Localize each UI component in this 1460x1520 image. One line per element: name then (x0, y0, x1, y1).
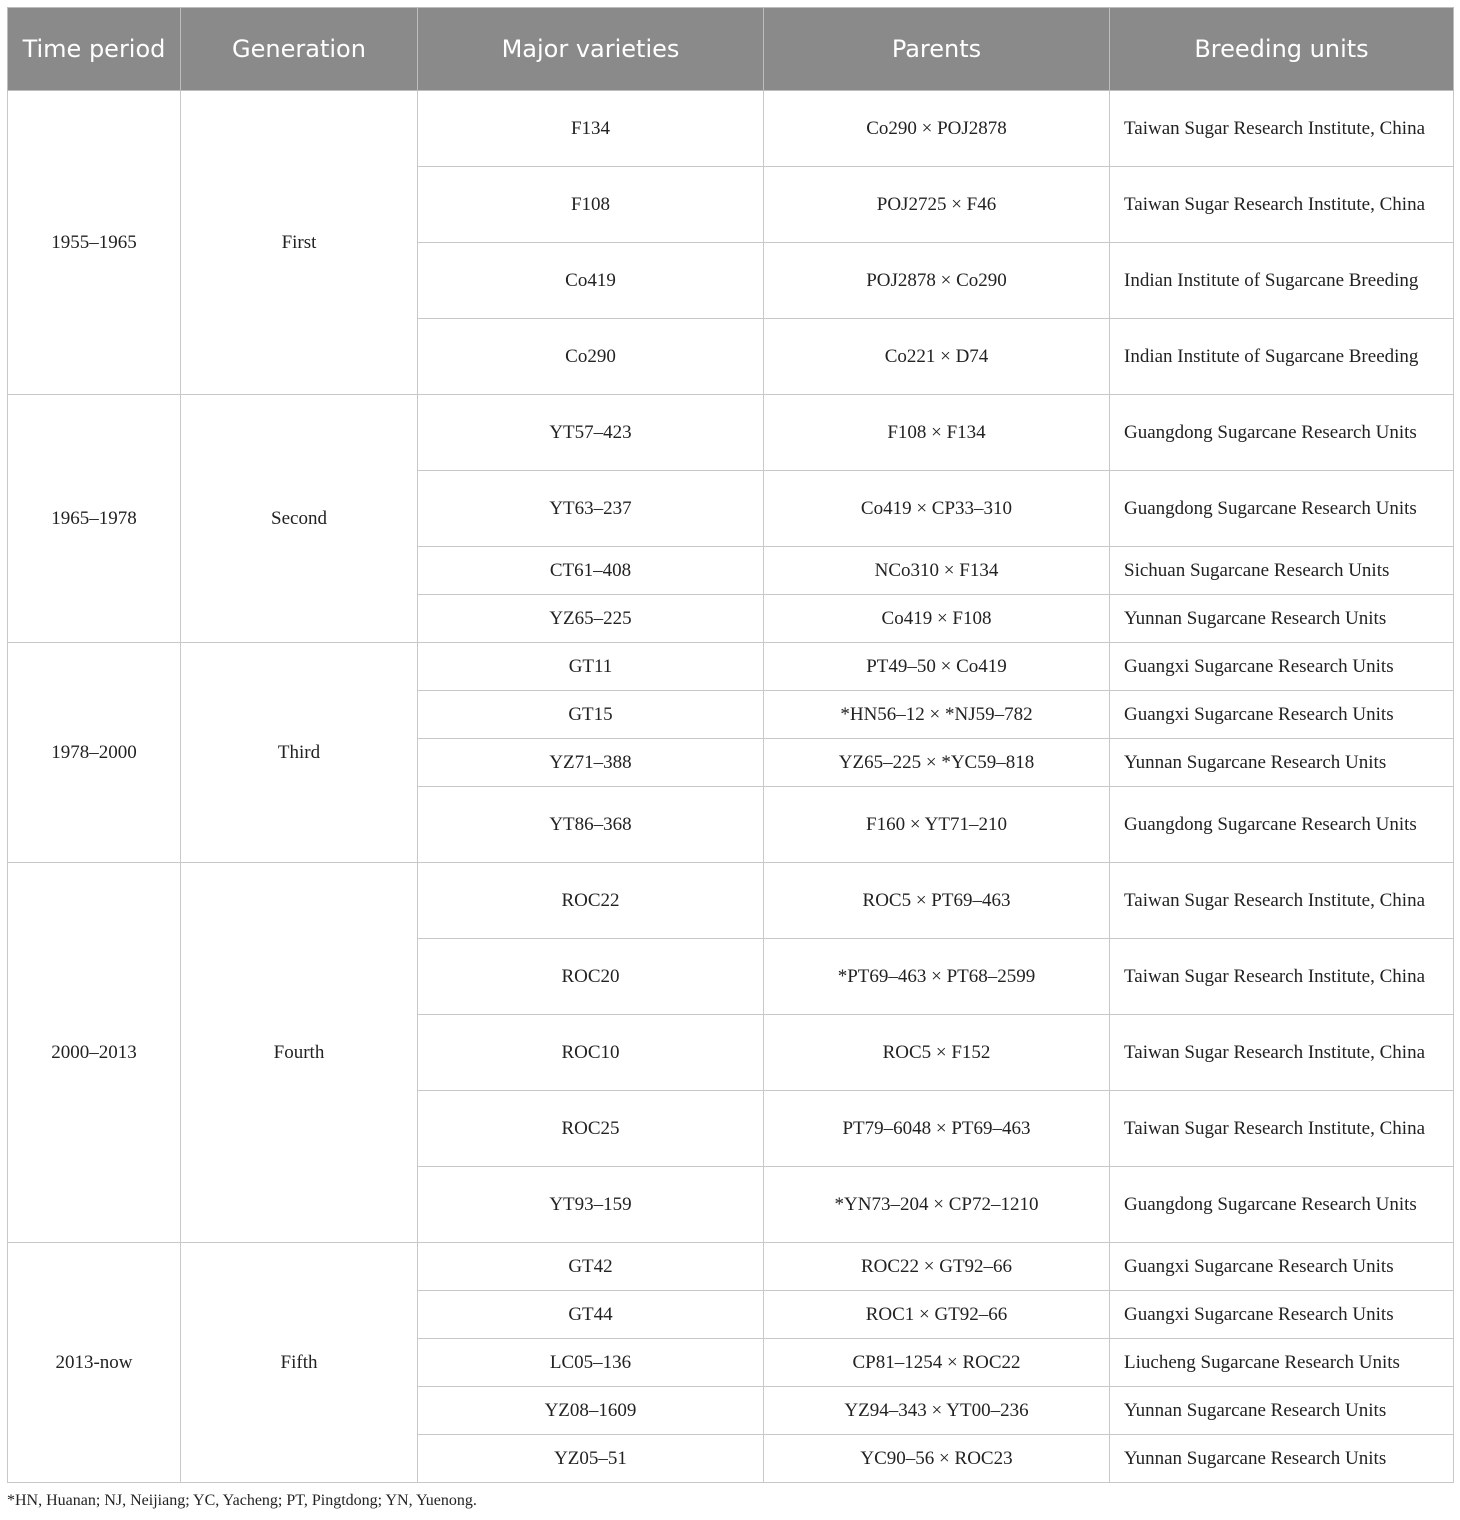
breeding-unit-cell: Taiwan Sugar Research Institute, China (1110, 863, 1454, 939)
parents-cell: POJ2878 × Co290 (764, 243, 1110, 319)
time-period-cell: 2000–2013 (8, 863, 181, 1243)
generation-cell: First (181, 91, 418, 395)
breeding-unit-cell: Guangdong Sugarcane Research Units (1110, 471, 1454, 547)
variety-cell: GT42 (418, 1243, 764, 1291)
parents-cell: ROC1 × GT92–66 (764, 1291, 1110, 1339)
table-header (8, 8, 1454, 91)
breeding-unit-cell: Indian Institute of Sugarcane Breeding (1110, 243, 1454, 319)
header-breeding-units: Breeding units (1110, 8, 1454, 91)
table-body (8, 91, 1454, 1483)
variety-cell: ROC22 (418, 863, 764, 939)
breeding-unit-cell: Indian Institute of Sugarcane Breeding (1110, 319, 1454, 395)
table-container (7, 7, 1453, 1483)
breeding-unit-cell: Yunnan Sugarcane Research Units (1110, 739, 1454, 787)
header-time-period: Time period (8, 8, 181, 91)
variety-cell: YT57–423 (418, 395, 764, 471)
parents-cell: ROC22 × GT92–66 (764, 1243, 1110, 1291)
parents-cell: YZ94–343 × YT00–236 (764, 1387, 1110, 1435)
variety-cell: CT61–408 (418, 547, 764, 595)
generation-cell: Third (181, 643, 418, 863)
table-row (8, 1243, 1454, 1291)
breeding-unit-cell: Yunnan Sugarcane Research Units (1110, 1387, 1454, 1435)
breeding-unit-cell: Taiwan Sugar Research Institute, China (1110, 91, 1454, 167)
variety-cell: YZ05–51 (418, 1435, 764, 1483)
time-period-cell: 1978–2000 (8, 643, 181, 863)
parents-cell: *HN56–12 × *NJ59–782 (764, 691, 1110, 739)
table-row (8, 91, 1454, 167)
breeding-unit-cell: Taiwan Sugar Research Institute, China (1110, 1015, 1454, 1091)
variety-cell: LC05–136 (418, 1339, 764, 1387)
variety-cell: YT86–368 (418, 787, 764, 863)
breeding-unit-cell: Guangdong Sugarcane Research Units (1110, 1167, 1454, 1243)
variety-cell: ROC20 (418, 939, 764, 1015)
varieties-table (7, 7, 1454, 1483)
footnote: *HN, Huanan; NJ, Neijiang; YC, Yacheng; PT, Pingtdong; YN, Yuenong. (7, 1492, 477, 1509)
time-period-cell: 1965–1978 (8, 395, 181, 643)
breeding-unit-cell: Yunnan Sugarcane Research Units (1110, 1435, 1454, 1483)
breeding-unit-cell: Guangxi Sugarcane Research Units (1110, 1243, 1454, 1291)
generation-cell: Fourth (181, 863, 418, 1243)
variety-cell: F108 (418, 167, 764, 243)
table-row (8, 643, 1454, 691)
parents-cell: Co290 × POJ2878 (764, 91, 1110, 167)
breeding-unit-cell: Taiwan Sugar Research Institute, China (1110, 167, 1454, 243)
breeding-unit-cell: Guangdong Sugarcane Research Units (1110, 395, 1454, 471)
variety-cell: GT11 (418, 643, 764, 691)
variety-cell: GT44 (418, 1291, 764, 1339)
generation-cell: Second (181, 395, 418, 643)
breeding-unit-cell: Guangxi Sugarcane Research Units (1110, 691, 1454, 739)
variety-cell: F134 (418, 91, 764, 167)
breeding-unit-cell: Sichuan Sugarcane Research Units (1110, 547, 1454, 595)
parents-cell: CP81–1254 × ROC22 (764, 1339, 1110, 1387)
header-generation: Generation (181, 8, 418, 91)
breeding-unit-cell: Yunnan Sugarcane Research Units (1110, 595, 1454, 643)
variety-cell: ROC10 (418, 1015, 764, 1091)
breeding-unit-cell: Guangxi Sugarcane Research Units (1110, 643, 1454, 691)
parents-cell: *PT69–463 × PT68–2599 (764, 939, 1110, 1015)
parents-cell: F160 × YT71–210 (764, 787, 1110, 863)
parents-cell: PT49–50 × Co419 (764, 643, 1110, 691)
parents-cell: F108 × F134 (764, 395, 1110, 471)
header-major-varieties: Major varieties (418, 8, 764, 91)
parents-cell: Co221 × D74 (764, 319, 1110, 395)
breeding-unit-cell: Taiwan Sugar Research Institute, China (1110, 939, 1454, 1015)
header-parents: Parents (764, 8, 1110, 91)
parents-cell: NCo310 × F134 (764, 547, 1110, 595)
variety-cell: YZ71–388 (418, 739, 764, 787)
breeding-unit-cell: Guangdong Sugarcane Research Units (1110, 787, 1454, 863)
variety-cell: Co419 (418, 243, 764, 319)
parents-cell: *YN73–204 × CP72–1210 (764, 1167, 1110, 1243)
time-period-cell: 1955–1965 (8, 91, 181, 395)
time-period-cell: 2013-now (8, 1243, 181, 1483)
variety-cell: ROC25 (418, 1091, 764, 1167)
variety-cell: GT15 (418, 691, 764, 739)
variety-cell: YZ08–1609 (418, 1387, 764, 1435)
breeding-unit-cell: Taiwan Sugar Research Institute, China (1110, 1091, 1454, 1167)
parents-cell: ROC5 × F152 (764, 1015, 1110, 1091)
parents-cell: ROC5 × PT69–463 (764, 863, 1110, 939)
variety-cell: YT63–237 (418, 471, 764, 547)
variety-cell: YZ65–225 (418, 595, 764, 643)
parents-cell: YZ65–225 × *YC59–818 (764, 739, 1110, 787)
parents-cell: YC90–56 × ROC23 (764, 1435, 1110, 1483)
parents-cell: Co419 × F108 (764, 595, 1110, 643)
variety-cell: Co290 (418, 319, 764, 395)
breeding-unit-cell: Guangxi Sugarcane Research Units (1110, 1291, 1454, 1339)
table-row (8, 863, 1454, 939)
parents-cell: POJ2725 × F46 (764, 167, 1110, 243)
generation-cell: Fifth (181, 1243, 418, 1483)
breeding-unit-cell: Liucheng Sugarcane Research Units (1110, 1339, 1454, 1387)
variety-cell: YT93–159 (418, 1167, 764, 1243)
parents-cell: PT79–6048 × PT69–463 (764, 1091, 1110, 1167)
table-row (8, 395, 1454, 471)
parents-cell: Co419 × CP33–310 (764, 471, 1110, 547)
